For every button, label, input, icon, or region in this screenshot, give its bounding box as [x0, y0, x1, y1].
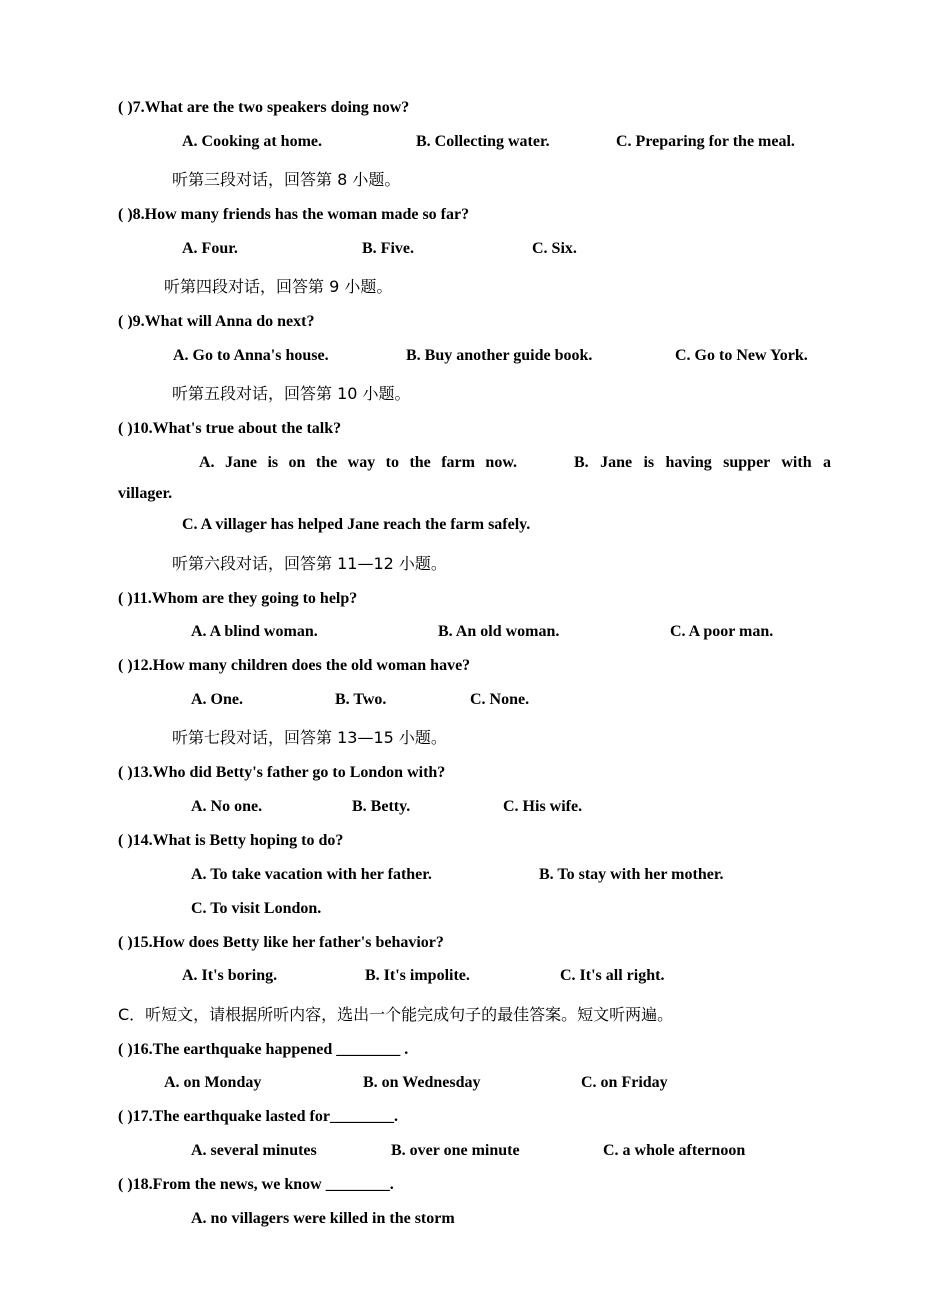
question-12-option-a: A. One. — [191, 691, 243, 708]
question-15-option-b: B. It's impolite. — [365, 967, 470, 984]
question-9-option-a: A. Go to Anna's house. — [173, 347, 329, 364]
question-9-option-b: B. Buy another guide book. — [406, 347, 593, 364]
question-7-stem: ( )7.What are the two speakers doing now? — [118, 99, 410, 116]
question-16-option-c: C. on Friday — [581, 1074, 668, 1091]
question-10-option-a: A. Jane is on the way to the farm now. — [199, 454, 517, 471]
section-6-instruction: 听第六段对话，回答第 11—12 小题。 — [172, 554, 447, 573]
question-7-option-a: A. Cooking at home. — [182, 133, 323, 150]
question-8-option-b: B. Five. — [362, 240, 414, 257]
section-4-instruction: 听第四段对话，回答第 9 小题。 — [164, 277, 393, 296]
section-3-instruction: 听第三段对话，回答第 8 小题。 — [172, 170, 401, 189]
question-17-option-a: A. several minutes — [191, 1142, 317, 1159]
question-16-option-b: B. on Wednesday — [363, 1074, 481, 1091]
question-11-option-a: A. A blind woman. — [191, 623, 318, 640]
question-13-option-b: B. Betty. — [352, 798, 411, 815]
question-13-option-c: C. His wife. — [503, 798, 583, 815]
question-11-stem: ( )11.Whom are they going to help? — [118, 590, 358, 607]
question-18-option-a: A. no villagers were killed in the storm — [191, 1210, 455, 1227]
question-8-stem: ( )8.How many friends has the woman made so far? — [118, 206, 470, 223]
question-14-option-b: B. To stay with her mother. — [539, 866, 724, 883]
question-10-option-b-continued: villager. — [118, 485, 173, 502]
question-18-stem: ( )18.From the news, we know ________. — [118, 1176, 394, 1193]
question-17-option-c: C. a whole afternoon — [603, 1142, 746, 1159]
question-8-option-c: C. Six. — [532, 240, 577, 257]
question-11-option-b: B. An old woman. — [438, 623, 560, 640]
question-12-option-c: C. None. — [470, 691, 530, 708]
question-12-stem: ( )12.How many children does the old woman have? — [118, 657, 471, 674]
question-14-option-c: C. To visit London. — [191, 900, 322, 917]
question-11-option-c: C. A poor man. — [670, 623, 774, 640]
question-15-option-c: C. It's all right. — [560, 967, 665, 984]
section-c-instruction: C．听短文，请根据所听内容，选出一个能完成句子的最佳答案。短文听两遍。 — [118, 1005, 674, 1024]
question-7-option-b: B. Collecting water. — [416, 133, 550, 150]
question-17-stem: ( )17.The earthquake lasted for________. — [118, 1108, 398, 1125]
question-16-stem: ( )16.The earthquake happened ________ . — [118, 1041, 409, 1058]
question-10-option-c: C. A villager has helped Jane reach the farm safely. — [182, 516, 531, 533]
question-16-option-a: A. on Monday — [164, 1074, 262, 1091]
question-8-option-a: A. Four. — [182, 240, 238, 257]
question-15-stem: ( )15.How does Betty like her father's behavior? — [118, 934, 444, 951]
question-17-option-b: B. over one minute — [391, 1142, 520, 1159]
section-5-instruction: 听第五段对话，回答第 10 小题。 — [172, 384, 411, 403]
question-12-option-b: B. Two. — [335, 691, 387, 708]
section-7-instruction: 听第七段对话，回答第 13—15 小题。 — [172, 728, 447, 747]
question-9-stem: ( )9.What will Anna do next? — [118, 313, 315, 330]
question-13-stem: ( )13.Who did Betty's father go to London with? — [118, 764, 446, 781]
question-14-stem: ( )14.What is Betty hoping to do? — [118, 832, 344, 849]
question-14-option-a: A. To take vacation with her father. — [191, 866, 432, 883]
question-10-stem: ( )10.What's true about the talk? — [118, 420, 342, 437]
question-15-option-a: A. It's boring. — [182, 967, 278, 984]
question-7-option-c: C. Preparing for the meal. — [616, 133, 795, 150]
question-9-option-c: C. Go to New York. — [675, 347, 808, 364]
question-10-option-b: B. Jane is having supper with a — [574, 454, 831, 471]
question-13-option-a: A. No one. — [191, 798, 263, 815]
